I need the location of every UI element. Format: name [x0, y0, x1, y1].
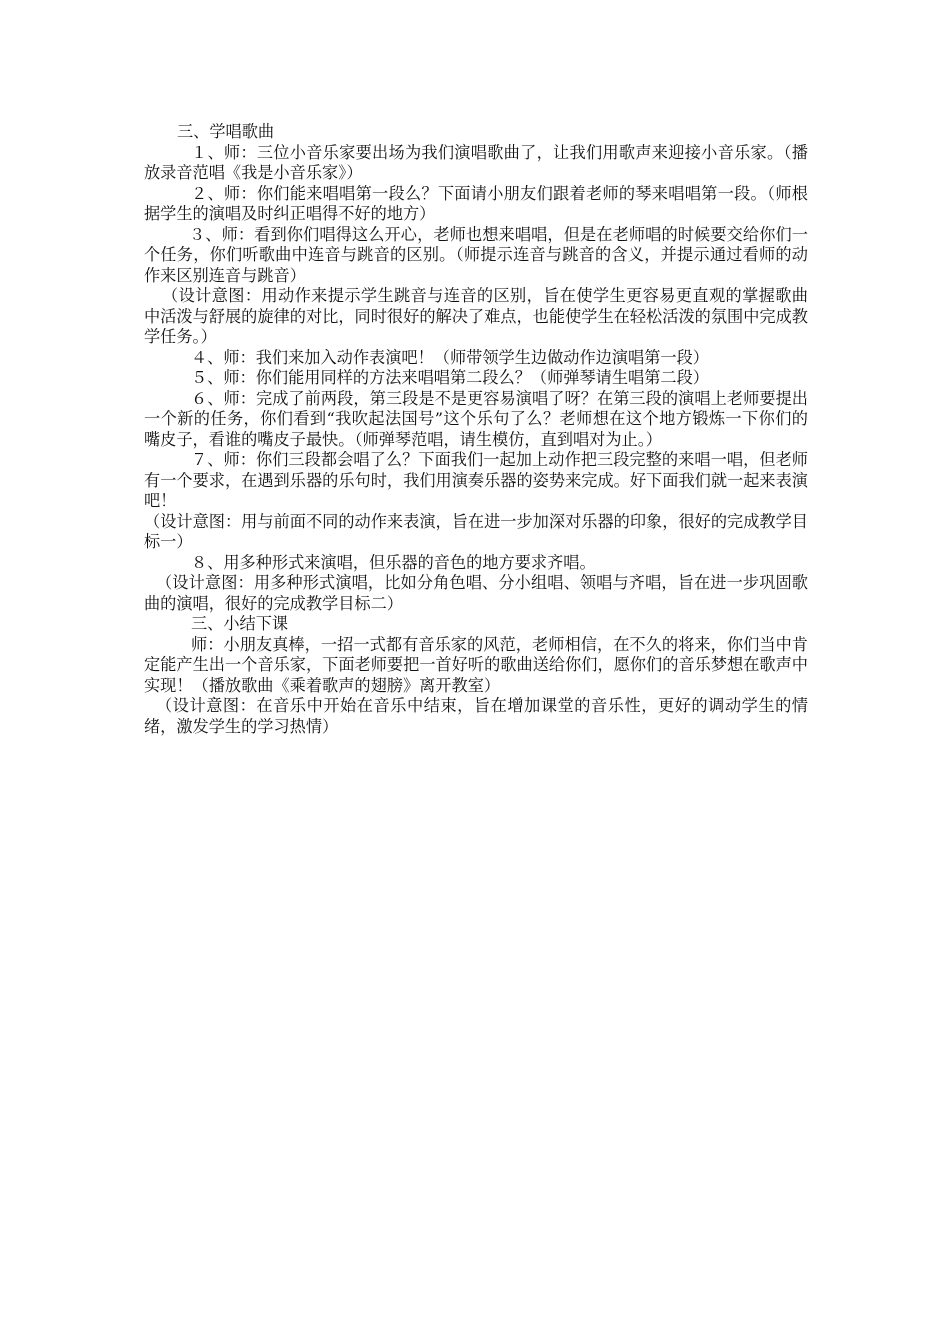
design-intent-1: （设计意图：用动作来提示学生跳音与连音的区别，旨在使学生更容易更直观的掌握歌曲中活泼与舒展的旋律的对比，同时很好的解决了难点，也能使学生在轻松活泼的氛围中完成教学任务。） — [144, 286, 808, 346]
step-1-paragraph: １、师：三位小音乐家要出场为我们演唱歌曲了，让我们用歌声来迎接小音乐家。（播放录音范唱《我是小音乐家》） — [144, 142, 808, 182]
design-intent-2: （设计意图：用与前面不同的动作来表演，旨在进一步加深对乐器的印象，很好的完成教学目标一） — [144, 511, 808, 551]
design-intent-3: （设计意图：用多种形式演唱，比如分角色唱、分小组唱、领唱与齐唱，旨在进一步巩固歌曲的演唱，很好的完成教学目标二） — [144, 573, 808, 613]
step-3-paragraph: ３、师：看到你们唱得这么开心，老师也想来唱唱，但是在老师唱的时候要交给你们一个任务，你们听歌曲中连音与跳音的区别。（师提示连音与跳音的含义，并提示通过看师的动作来区别连音与跳音） — [144, 224, 808, 285]
document-page — [144, 122, 808, 737]
design-intent-4: （设计意图：在音乐中开始在音乐中结束，旨在增加课堂的音乐性，更好的调动学生的情绪，激发学生的学习热情） — [144, 696, 808, 736]
section-heading-learn-song: 三、学唱歌曲 — [177, 122, 275, 141]
step-5-paragraph: ５、师：你们能用同样的方法来唱唱第二段么？（师弹琴请生唱第二段） — [191, 368, 709, 387]
step-2-paragraph: ２、师：你们能来唱唱第一段么？下面请小朋友们跟着老师的琴来唱唱第一段。（师根据学生的演唱及时纠正唱得不好的地方） — [144, 183, 808, 223]
step-4-paragraph: ４、师：我们来加入动作表演吧！（师带领学生边做动作边演唱第一段） — [191, 347, 709, 367]
step-6-paragraph: ６、师：完成了前两段，第三段是不是更容易演唱了呀？在第三段的演唱上老师要提出一个新的任务，你们看到“我吹起法国号”这个乐句了么？老师想在这个地方锻炼一下你们的嘴皮子，看谁的嘴皮子最快。（师弹琴范唱，请生模仿，直到唱对为止。） — [144, 388, 808, 449]
step-7-paragraph: ７、师：你们三段都会唱了么？下面我们一起加上动作把三段完整的来唱一唱，但老师有一个要求，在遇到乐器的乐句时，我们用演奏乐器的姿势来完成。好下面我们就一起来表演吧！ — [144, 450, 808, 510]
summary-paragraph: 师：小朋友真棒，一招一式都有音乐家的风范，老师相信，在不久的将来，你们当中肯定能产生出一个音乐家，下面老师要把一首好听的歌曲送给你们，愿你们的音乐梦想在歌声中实现！（播放歌曲《乘着歌声的翅膀》离开教室） — [144, 634, 808, 695]
section-heading-summary: 三、小结下课 — [191, 614, 289, 633]
step-8-paragraph: ８、用多种形式来演唱，但乐器的音色的地方要求齐唱。 — [191, 552, 596, 572]
